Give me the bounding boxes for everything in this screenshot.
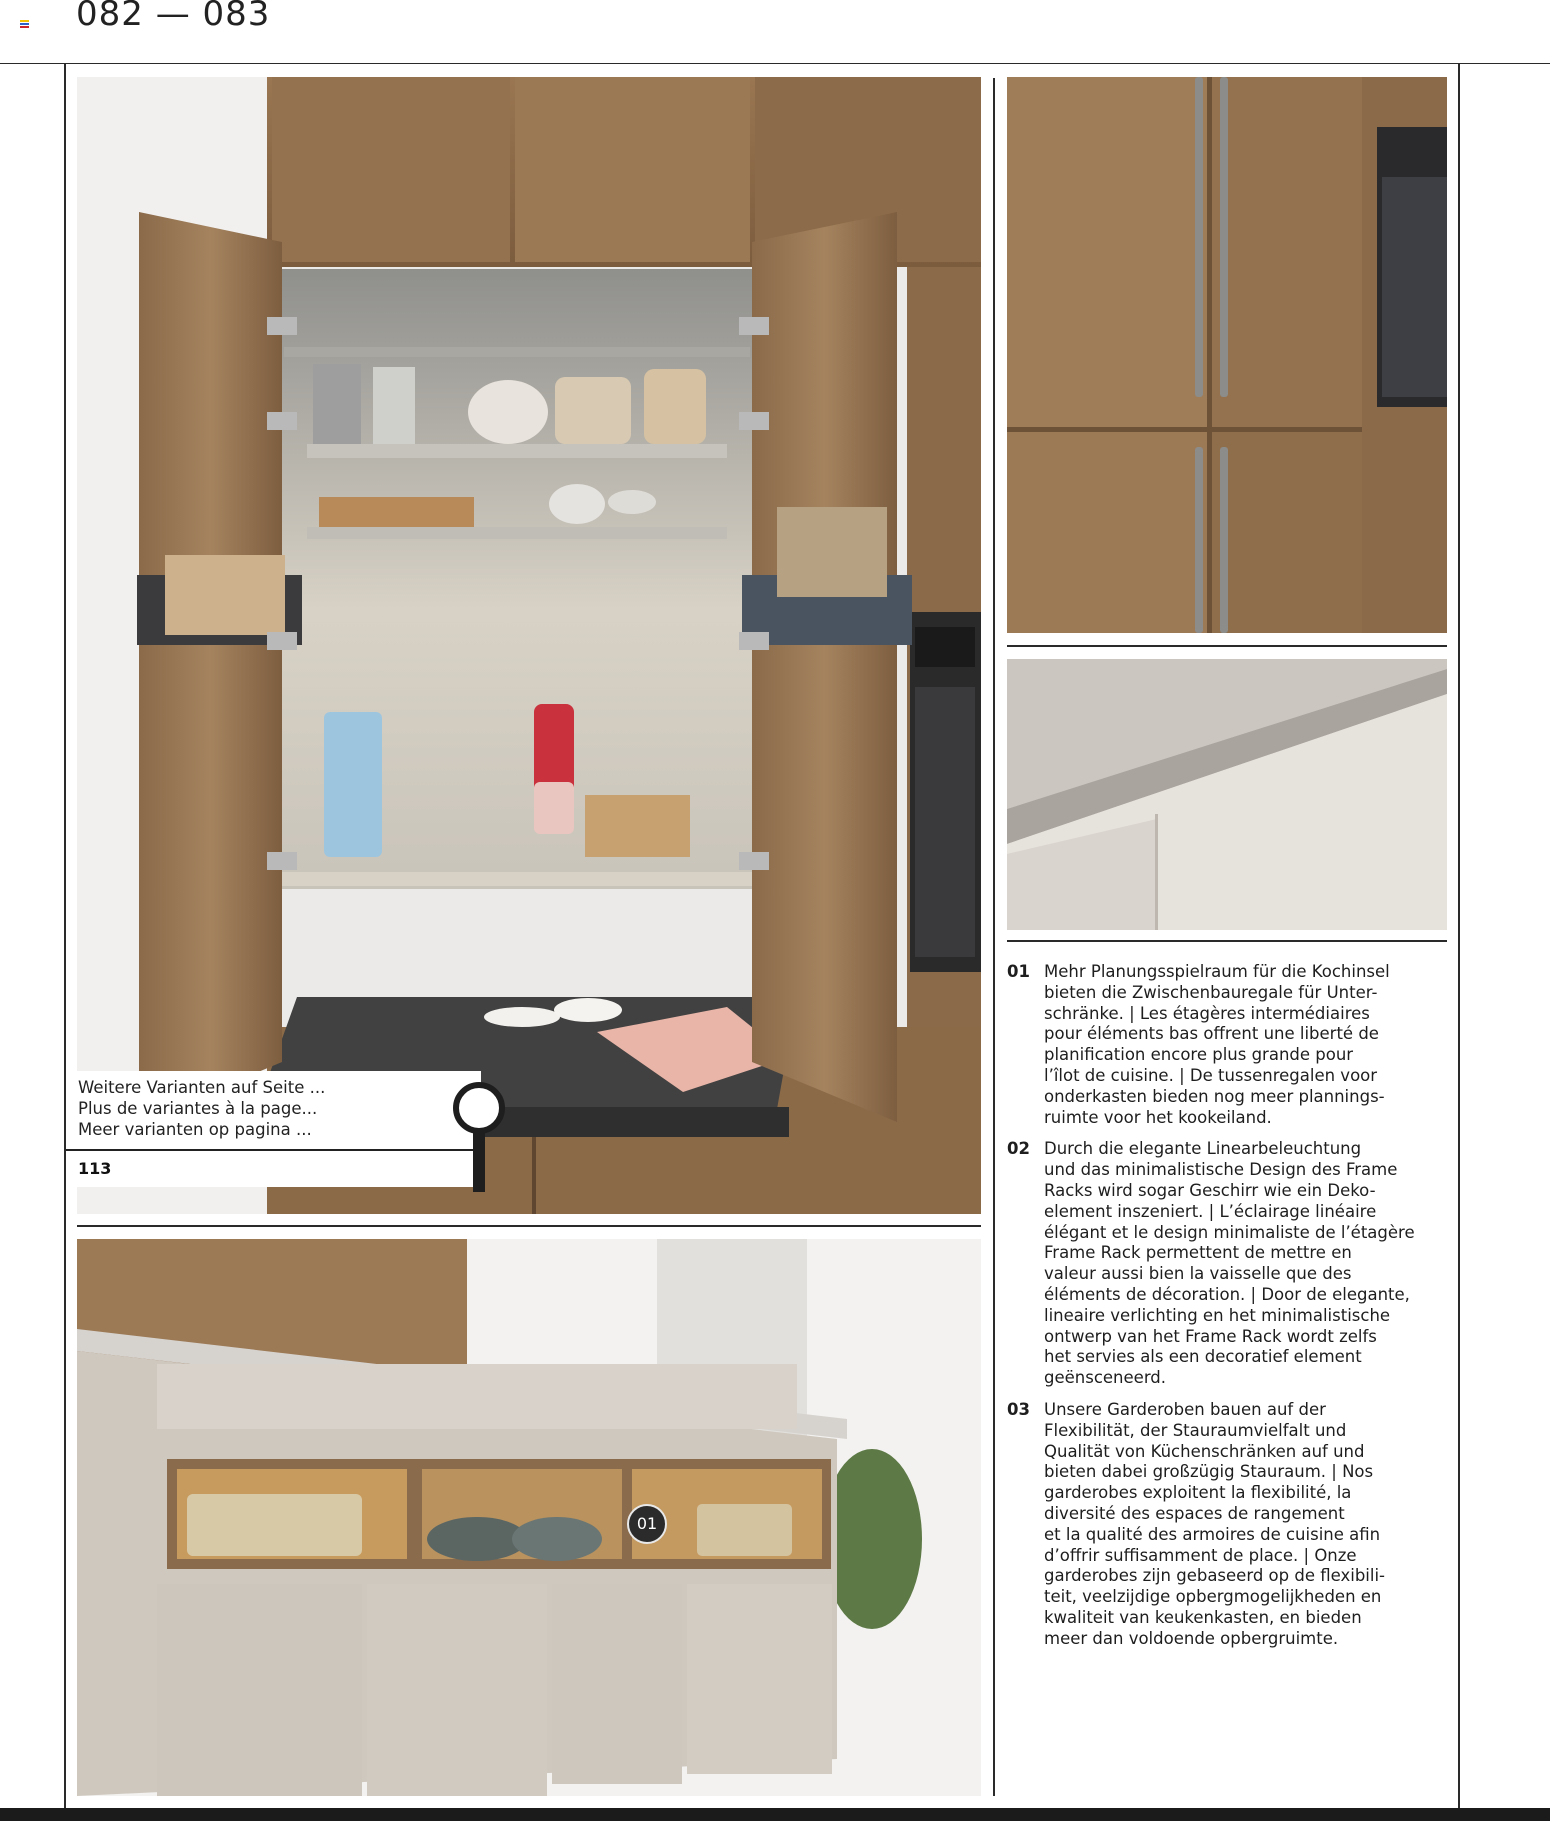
right-frame-line [1458,64,1460,1808]
magnifier-icon[interactable] [452,1082,506,1192]
caption-item [1007,1139,1447,1389]
divider-main-bottom [77,1225,981,1227]
reference-separator [66,1149,481,1151]
reference-line-de: Weitere Varianten auf Seite ... [78,1078,326,1097]
page-header [0,0,1550,64]
caption-item [1007,962,1447,1128]
caption-number: 03 [1007,1399,1030,1419]
divider-right-top [1007,645,1447,647]
footer-bar [0,1808,1550,1821]
column-divider-line [993,78,995,1796]
photo-wood-cabinet-doors [1007,77,1447,633]
caption-text: Unsere Garderoben bauen auf der Flexibilität, der Stauraumvielfalt und Qualität von Küchenschränken auf und bieten dabei großzügig Stauraum. | Nos garderobes exploitent la flexibilité, la diversité des espaces de rangement et la qualité des armoires de cuisine afin d’offrir suffisamment de place. | Onze garderobes zijn gebaseerd op de flexibili- teit, veelzijdige opbergmogelijkheden en kwaliteit van keukenkasten, en bieden meer dan voldoende opbergruimte. [1044,1399,1386,1648]
reference-line-fr: Plus de variantes à la page... [78,1099,318,1118]
menu-bar-2 [20,23,29,25]
caption-text: Mehr Planungsspielraum für die Kochinsel bieten die Zwischenbauregale für Unter- schränke. | Les étagères intermédiaires pour éléments bas offrent une liberté de planification encore plus grande pour l’îlot de cuisine. | De tussenregalen voor onderkasten bieden nog meer plannings- ruimte voor het kookeiland. [1044,962,1390,1127]
page-reference-box [66,1071,481,1187]
menu-bar-3 [20,26,29,28]
reference-page-number[interactable]: 113 [78,1159,112,1178]
photo-kitchen-island [77,1239,981,1796]
caption-number: 02 [1007,1139,1030,1159]
photo-kitchen-cabinet [77,77,981,1214]
caption-item [1007,1400,1447,1650]
menu-icon[interactable] [20,20,29,27]
left-frame-line [64,64,66,1808]
page-range: 082 — 083 [76,0,271,34]
caption-number: 01 [1007,962,1030,981]
divider-right-mid [1007,940,1447,942]
menu-bar-1 [20,20,29,22]
photo-marker-badge: 01 [627,1504,667,1544]
captions-list [1007,962,1447,1661]
reference-line-nl: Meer varianten op pagina ... [78,1120,312,1139]
photo-countertop-edge [1007,659,1447,930]
caption-text: Durch die elegante Linearbeleuchtung und das minimalistische Design des Frame Racks wird sogar Geschirr wie ein Deko- element inszeniert. | L’éclairage linéaire élégant et le design minimaliste de l’étagère Frame Rack permettent de mettre en valeur aussi bien la vaisselle que des éléments de décoration. | Door de elegante, lineaire verlichting en het minimalistische ontwerp van het Frame Rack wordt zelfs het servies als een decoratief element geënsceneerd. [1044,1139,1415,1388]
